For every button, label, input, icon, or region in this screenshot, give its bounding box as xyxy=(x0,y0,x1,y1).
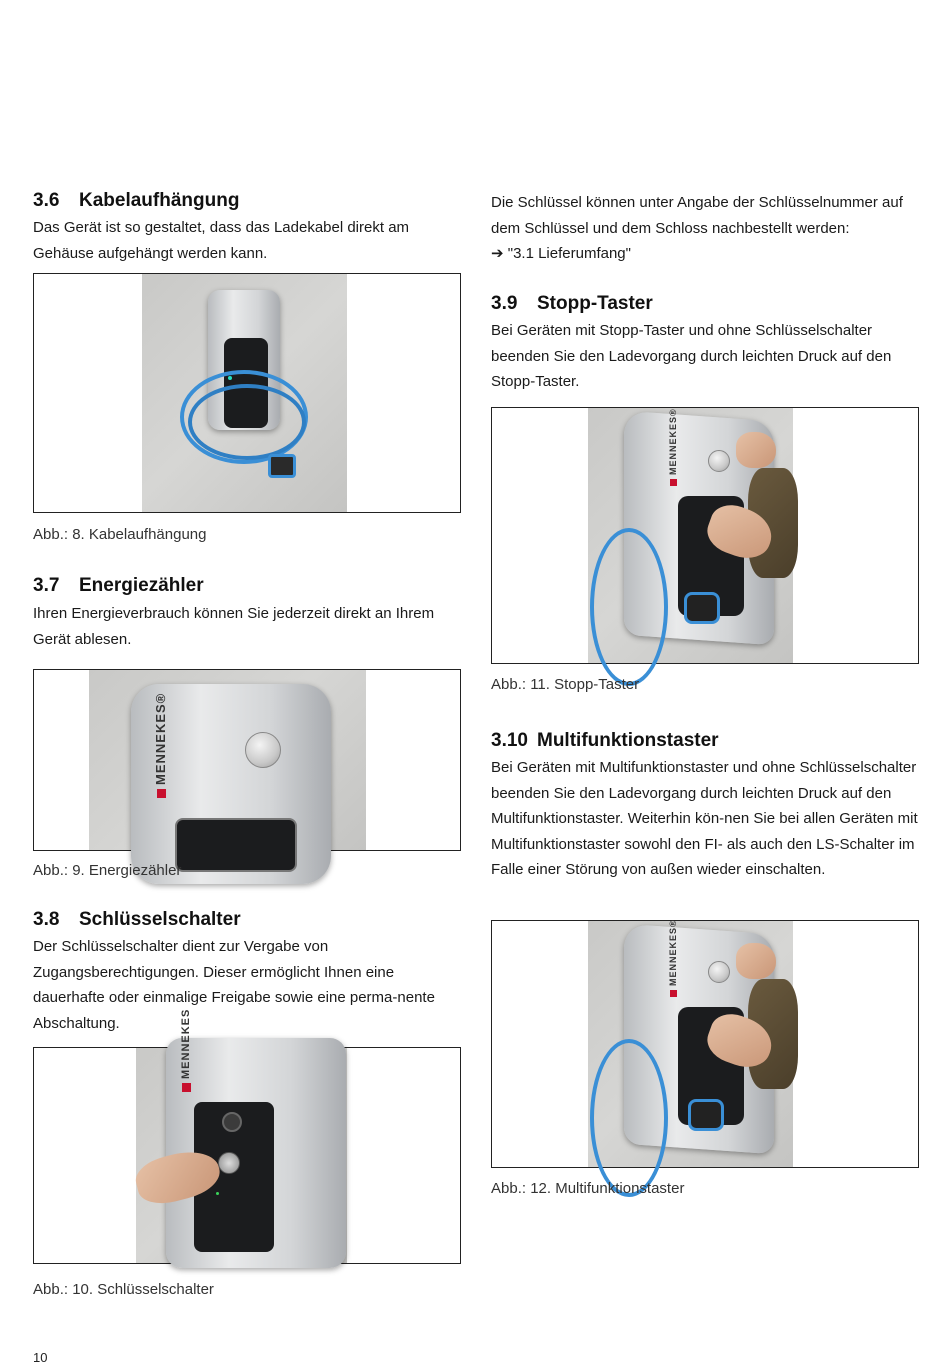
heading-3-8 xyxy=(33,909,241,931)
paragraph-3-7: Ihren Energieverbrauch können Sie jederzeit direkt an Ihrem Gerät ablesen. xyxy=(33,605,435,648)
heading-3-9 xyxy=(491,293,653,315)
section-title: Multifunktionstaster xyxy=(537,730,719,751)
paragraph-3-8-continued xyxy=(491,190,919,267)
caption-fig-9: Abb.: 9. Energiezähler xyxy=(33,862,182,879)
section-number: 3.6 xyxy=(33,190,60,211)
section-title: Energiezähler xyxy=(79,575,204,596)
section-number: 3.7 xyxy=(33,575,60,596)
brand-logo: MENNEKES xyxy=(180,1009,192,1092)
section-number: 3.8 xyxy=(33,909,60,930)
photo-multifunction-button xyxy=(588,921,793,1167)
section-number: 3.9 xyxy=(491,293,518,314)
photo-key-switch xyxy=(136,1008,347,1263)
paragraph-3-6: Das Gerät ist so gestaltet, dass das Ladekabel direkt am Gehäuse aufgehängt werden kann. xyxy=(33,219,410,262)
section-title: Schlüsselschalter xyxy=(79,909,241,930)
reorder-key-text: Die Schlüssel können unter Angabe der Schlüsselnummer auf dem Schlüssel und dem Schloss nachbestellt werden: xyxy=(491,194,903,237)
key-switch-lock xyxy=(222,1112,242,1132)
cable-loop xyxy=(590,1039,668,1197)
link-arrow: ➔ xyxy=(491,244,504,263)
figure-11-frame xyxy=(491,407,919,664)
brand-logo: MENNEKES® xyxy=(153,693,168,798)
link-lieferumfang[interactable]: "3.1 Lieferumfang" xyxy=(507,245,631,263)
figure-8-frame xyxy=(33,273,461,513)
heading-3-7 xyxy=(33,575,204,597)
page-number: 10 xyxy=(33,1350,48,1365)
photo-stop-button xyxy=(588,408,793,663)
connector-plug xyxy=(268,454,296,478)
photo-cable-holder xyxy=(142,274,347,512)
heading-3-6 xyxy=(33,190,239,212)
connector-plug xyxy=(688,1099,724,1131)
brand-logo: MENNEKES® xyxy=(668,919,678,997)
connector-plug xyxy=(684,592,720,624)
cable-loop xyxy=(590,528,668,686)
section-number: 3.10 xyxy=(491,730,528,751)
figure-12-frame xyxy=(491,920,919,1168)
figure-9-frame xyxy=(33,669,461,851)
hand-upper xyxy=(736,943,776,979)
caption-fig-11: Abb.: 11. Stopp-Taster xyxy=(491,676,640,693)
hand-upper xyxy=(736,432,776,468)
section-title: Kabelaufhängung xyxy=(79,190,240,211)
led-indicator xyxy=(216,1192,219,1195)
figure-10-frame xyxy=(33,1008,461,1264)
cable-loop-2 xyxy=(188,384,306,460)
brand-logo: MENNEKES® xyxy=(668,408,678,486)
section-title: Stopp-Taster xyxy=(537,293,653,314)
stop-button xyxy=(708,450,730,472)
paragraph-3-8: Der Schlüsselschalter dient zur Vergabe von Zugangsberechtigungen. Dieser ermöglicht Ihnen eine dauerhafte oder einmalige Freigabe sowie eine perma-nente Abschaltung. xyxy=(33,938,435,1032)
caption-fig-12: Abb.: 12. Multifunktionstaster xyxy=(491,1180,685,1197)
heading-3-10 xyxy=(491,730,719,752)
paragraph-3-9: Bei Geräten mit Stopp-Taster und ohne Schlüsselschalter beenden Sie den Ladevorgang durch leichten Druck auf den Stopp-Taster. xyxy=(491,322,892,391)
multifunction-button xyxy=(708,961,730,983)
charger-front-panel xyxy=(175,818,297,872)
photo-energy-meter xyxy=(89,670,366,850)
key xyxy=(218,1152,240,1174)
energy-meter-window xyxy=(245,732,281,768)
paragraph-3-10: Bei Geräten mit Multifunktionstaster und ohne Schlüsselschalter beenden Sie den Ladevorgang durch leichten Druck auf den Multifunktionstaster. Weiterhin kön-nen Sie bei allen Geräten mit Multifunktionstaster sowohl den FI- als auch den LS-Schalter im Falle einer Störung von außen wieder einschalten. xyxy=(491,759,918,879)
caption-fig-8: Abb.: 8. Kabelaufhängung xyxy=(33,526,207,543)
caption-fig-10: Abb.: 10. Schlüsselschalter xyxy=(33,1281,214,1298)
